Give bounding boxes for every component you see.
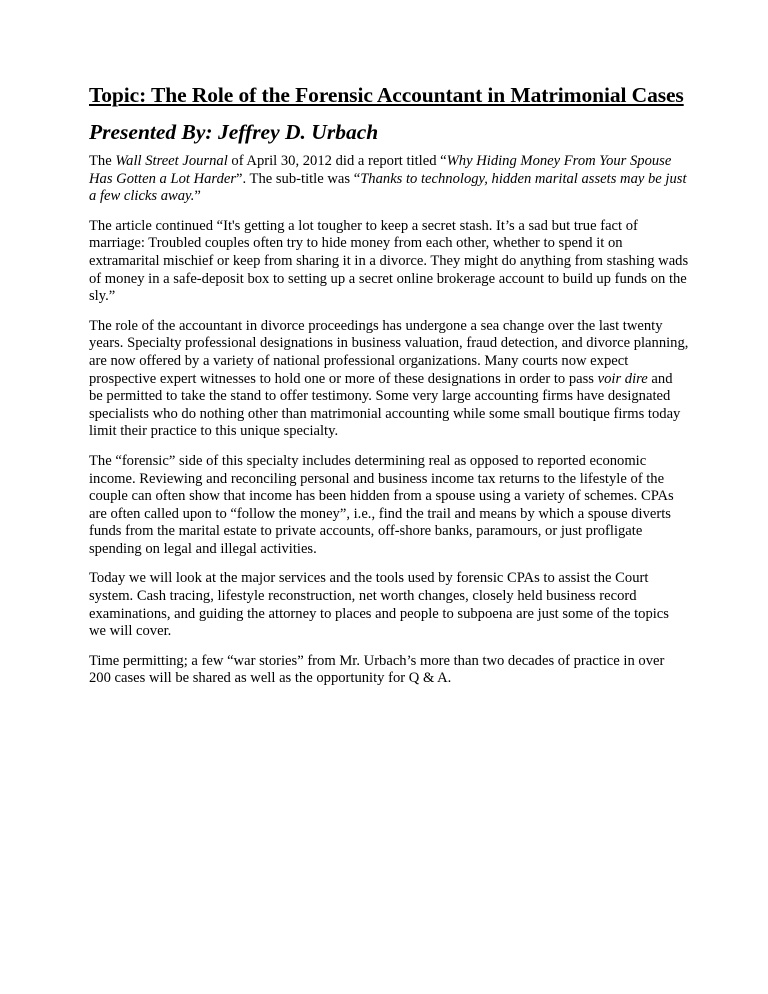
- p1-article-subtitle: Thanks to technology, hidden marital assets may be just a few clicks away.: [89, 170, 687, 205]
- paragraph-article-quote: The article continued “It's getting a lot tougher to keep a secret stash. It’s a sad but true fact of marriage: Troubled couples often try to hide money from each other, whether to spend it on extramarital mischief or keep from sharing it in a divorce. They might do anything from stashing wads of money in a safe-deposit box to setting up a secret online brokerage account to build up funds on the sly.”: [89, 217, 689, 305]
- paragraph-accountant-role: [89, 318, 689, 441]
- p1-text-2: of April 30, 2012 did a report titled “: [227, 153, 447, 169]
- paragraph-war-stories: Time permitting; a few “war stories” from Mr. Urbach’s more than two decades of practice in over 200 cases will be shared as well as the opportunity for Q & A.: [89, 652, 665, 687]
- paragraph-services-tools: Today we will look at the major services and the tools used by forensic CPAs to assist the Court system. Cash tracing, lifestyle reconstruction, net worth changes, closely held business record examinations, and guiding the attorney to places and people to subpoena are just some of the topics we will cover.: [89, 570, 669, 640]
- topic-heading: Topic: The Role of the Forensic Accountant in Matrimonial Cases: [89, 83, 684, 107]
- p1-text-3: ”. The sub-title was “: [236, 170, 361, 187]
- p3-text-1: The role of the accountant in divorce proceedings has undergone a sea change over the last twenty years. Specialty professional designations in business valuation, fraud detection, and divorce planning, are now offered by a variety of national professional organizations. Many courts now expect prospective expert witnesses to hold one or more of these designations in order to pass: [89, 317, 689, 387]
- p3-text-2: and be permitted to take the stand to offer testimony. Some very large accounting firms have designated specialists who do nothing other than matrimonial accounting while some small boutique firms today limit their practice to this unique specialty.: [89, 370, 681, 440]
- p1-publication-name: Wall Street Journal: [115, 153, 228, 169]
- paragraph-wsj-report: [89, 153, 689, 206]
- presenter-heading: Presented By: Jeffrey D. Urbach: [89, 120, 379, 144]
- paragraph-forensic-side: The “forensic” side of this specialty includes determining real as opposed to reported economic income. Reviewing and reconciling personal and business income tax returns to the lifestyle of the couple can often show that income has been hidden from a spouse using a variety of schemes. CPAs are often called upon to “follow the money”, i.e., find the trail and means by which a spouse diverts funds from the marital estate to private accounts, off-shore banks, paramours, or just profligate spending on legal and illegal activities.: [89, 452, 674, 557]
- p1-text-4: ”: [194, 188, 201, 205]
- p1-text-1: The: [89, 153, 116, 169]
- document-page: [89, 82, 689, 688]
- p1-article-title: Why Hiding Money From Your Spouse Has Gotten a Lot Harder: [89, 153, 672, 187]
- p3-voir-dire: voir dire: [597, 370, 648, 387]
